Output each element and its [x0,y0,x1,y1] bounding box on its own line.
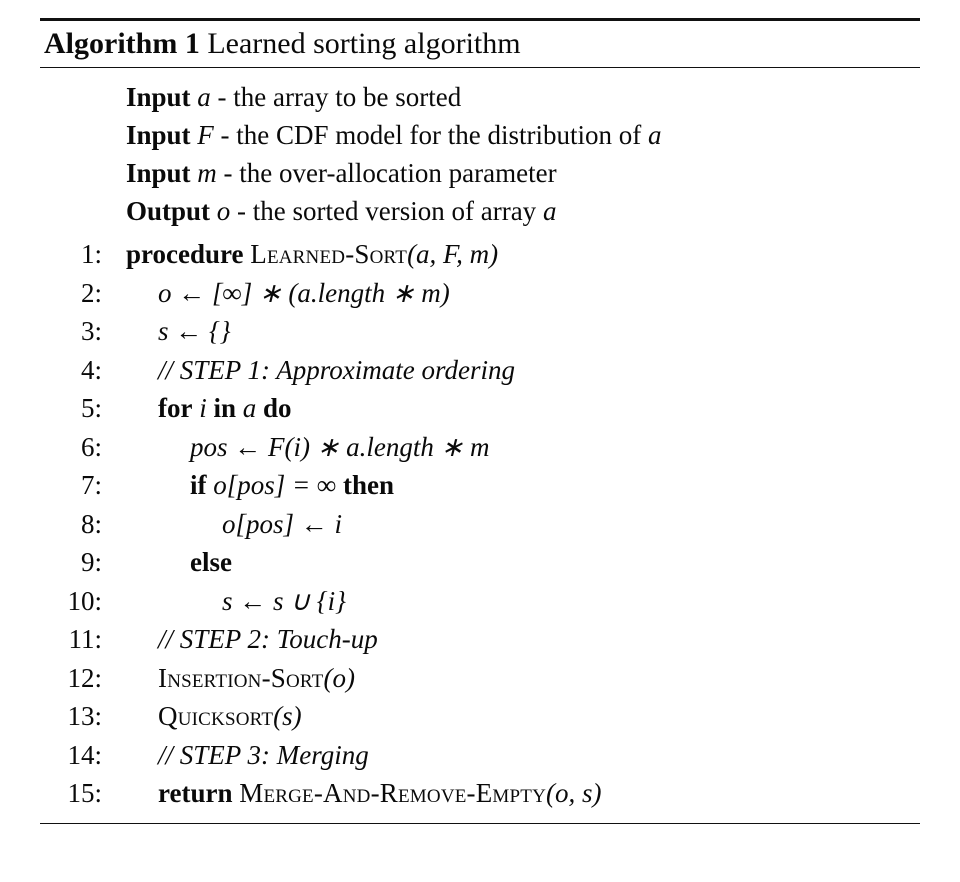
code-line-4 [40,351,920,390]
comment-step-3: // STEP 3: Merging [158,739,369,770]
code-line-7 [40,466,920,505]
line-number: 14: [67,739,102,770]
line-number: 5: [80,393,102,423]
line-number: 6: [80,431,102,462]
io-line-output-o: Output o - the sorted version of array a [126,196,557,226]
loop-var: i [199,393,207,423]
keyword-else: else [190,547,232,577]
call-insertion-sort: Insertion-Sort [158,662,324,693]
call-args-os: (o, s) [546,778,602,808]
code-line-8 [40,505,920,544]
line-number: 10: [67,585,102,616]
line-number: 2: [80,277,102,308]
code-line-15 [40,774,920,813]
line-number: 3: [80,316,102,346]
code-line-12 [40,659,920,698]
io-keyword: Input [126,158,191,188]
comment-step-2: // STEP 2: Touch-up [158,624,378,654]
algorithm-title-text: Learned sorting algorithm [207,27,521,60]
keyword-return: return [158,778,233,808]
algorithm-body [40,68,920,823]
line-number: 1: [80,239,102,269]
io-keyword: Input [126,82,191,112]
io-keyword: Input [126,120,191,150]
algorithm-label: Algorithm 1 [44,27,200,60]
code-line-6 [40,428,920,467]
io-line-input-f: Input F - the CDF model for the distribution of a [126,120,662,150]
code-line-11 [40,620,920,659]
line-number: 7: [80,470,102,500]
algorithm-title [40,21,920,67]
call-quicksort: Quicksort [158,701,274,731]
line-number: 8: [80,508,102,539]
call-merge-and-remove-empty: Merge-And-Remove-Empty [239,778,547,808]
expr-init-o: o ← [∞] ∗ (a.length ∗ m) [158,277,450,308]
keyword-do: do [263,393,292,423]
code-line-3 [40,312,920,351]
code-line-2 [40,274,920,313]
code-line-5 [40,389,920,428]
expr-pos: pos ← F(i) ∗ a.length ∗ m [190,431,490,462]
expr-init-s: s ← {} [158,316,231,346]
line-number: 11: [68,624,102,654]
loop-array: a [242,393,257,423]
code-line-9 [40,543,920,582]
keyword-for: for [158,393,193,423]
code-line-1 [40,235,920,274]
io-line-input-m: Input m - the over-allocation parameter [126,158,557,188]
line-number: 4: [80,354,102,385]
expr-assign-opos: o[pos] ← i [222,508,343,539]
line-number: 9: [80,547,102,577]
expr-if-cond: o[pos] = ∞ [213,470,337,500]
line-number: 12: [67,662,102,693]
comment-step-1: // STEP 1: Approximate ordering [158,354,515,385]
line-number: 13: [67,701,102,731]
algorithm-block [40,18,920,824]
proc-args: (a, F, m) [407,239,499,269]
call-args-s: (s) [273,701,302,731]
keyword-procedure: procedure [126,239,244,269]
rule-bottom [40,823,920,824]
proc-name-learned-sort: Learned-Sort [250,239,408,269]
code-line-14 [40,736,920,775]
code-line-13 [40,697,920,736]
io-line-input-a: Input a - the array to be sorted [126,82,462,112]
keyword-in: in [213,393,237,423]
code-line-10 [40,582,920,621]
keyword-then: then [343,470,395,500]
keyword-if: if [190,470,207,500]
expr-spill-union: s ← s ∪ {i} [222,585,346,616]
call-args-o: (o) [323,662,355,693]
line-number: 15: [67,778,102,808]
io-keyword: Output [126,196,211,226]
